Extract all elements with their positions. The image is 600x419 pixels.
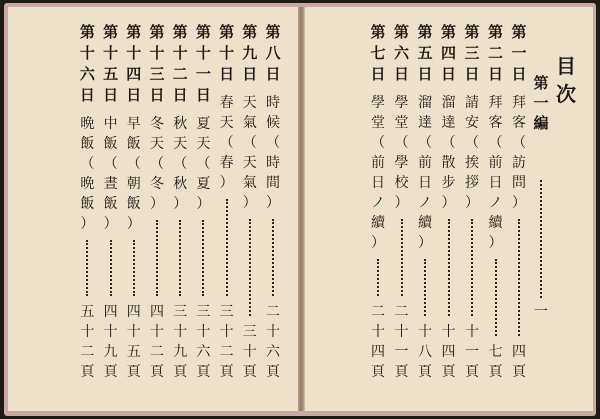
entry-page-number-char: 三 [242, 324, 257, 340]
dotted-leader [86, 240, 88, 296]
dotted-leader [179, 220, 181, 296]
entry-day-label [461, 22, 483, 85]
entry-title-char: ） [371, 235, 385, 251]
entry-title-char: （ [418, 135, 432, 151]
entry-title-char: ） [418, 235, 432, 251]
entry-title-char: （ [196, 156, 211, 172]
entry-page-number-char: 七 [488, 344, 503, 360]
entry-day-label-char: 九 [242, 44, 258, 62]
entry-day-label-char: 十 [126, 44, 142, 62]
entry-day-label-char: 日 [219, 65, 235, 83]
entry-day-label-char: 日 [195, 86, 211, 104]
entry-title [169, 114, 191, 214]
entry-day-label-char: 一 [195, 65, 211, 83]
entry-day-label-char: 第 [370, 23, 386, 41]
entry-page-number-char: 頁 [465, 364, 479, 380]
entry-page-number-char: 二 [266, 304, 280, 320]
toc-entry[interactable] [485, 22, 507, 382]
entry-title-char: （ [242, 135, 257, 151]
entry-title-char: ） [150, 196, 164, 212]
entry-title-char: （ [394, 135, 409, 151]
entry-title-char: 飯 [126, 196, 141, 212]
entry-title-char: ） [512, 195, 526, 211]
entry-day-label-char: 日 [126, 86, 142, 104]
toc-entry[interactable] [146, 22, 168, 382]
entry-title-char: 續 [371, 215, 385, 231]
entry-page-number-char: 頁 [242, 364, 257, 380]
entry-page-number-char: 十 [371, 324, 385, 340]
toc-title-char: 目 [556, 54, 576, 78]
dotted-leader [377, 259, 379, 296]
entry-title-char: 達 [441, 115, 456, 131]
entry-page-number [76, 302, 98, 382]
entry-title-char: （ [465, 135, 479, 151]
entry-title [508, 93, 530, 213]
entry-page-number [262, 302, 284, 382]
entry-title-char: ） [219, 175, 234, 191]
entry-day-label-char: 四 [440, 44, 456, 62]
entry-day-label-char: 第 [195, 23, 211, 41]
entry-page-number-char: 二 [394, 304, 409, 320]
entry-page-number-char: 九 [173, 344, 188, 360]
entry-title-char: 續 [488, 215, 503, 231]
entry-day-label [123, 22, 145, 106]
entry-title-char: 候 [266, 115, 280, 131]
entry-day-label-char: 第 [393, 23, 409, 41]
entry-title-char: 學 [394, 95, 409, 111]
entry-page-number-char: 十 [441, 324, 456, 340]
entry-title-char: 續 [418, 215, 432, 231]
entry-day-label-char: 日 [103, 86, 119, 104]
entry-page-number-char: 十 [266, 324, 280, 340]
entry-day-label-char: 第 [242, 23, 258, 41]
toc-entry[interactable] [216, 22, 238, 382]
entry-page-number-char: 四 [126, 304, 141, 320]
entry-page-number-char: 頁 [418, 364, 432, 380]
section-page-char: 一 [534, 304, 548, 320]
entry-title-char: （ [103, 156, 118, 172]
entry-title-char: 春 [219, 155, 234, 171]
entry-day-label-char: 十 [103, 44, 119, 62]
entry-day-label-char: 第 [487, 23, 503, 41]
entry-title-char: 天 [242, 155, 257, 171]
entry-title-char: 天 [242, 95, 257, 111]
entry-title [123, 114, 145, 234]
entry-day-label-char: 第 [219, 23, 235, 41]
entry-page-number [461, 322, 483, 382]
entry-page-number-char: 十 [465, 324, 479, 340]
entry-day-label-char: 日 [265, 65, 281, 83]
entry-title [367, 93, 389, 253]
section-dotted-leader [540, 180, 542, 298]
entry-day-label [391, 22, 413, 85]
entry-page-number-char: 頁 [126, 364, 141, 380]
entry-day-label-char: 日 [511, 65, 527, 83]
entry-title-char: 日 [418, 175, 432, 191]
dotted-leader [249, 219, 251, 316]
entry-title-char: 天 [196, 136, 211, 152]
entry-title-char: （ [219, 135, 234, 151]
entry-page-number-char: 頁 [80, 364, 95, 380]
entry-title-char: 拜 [488, 95, 503, 111]
entry-title-char: 客 [488, 115, 503, 131]
entry-page-number [239, 322, 261, 382]
entry-day-label [169, 22, 191, 106]
section-char: 第 [533, 74, 549, 92]
entry-day-label [262, 22, 284, 85]
entry-page-number-char: 十 [103, 324, 118, 340]
dotted-leader [495, 259, 497, 336]
entry-day-label-char: 五 [103, 65, 119, 83]
entry-page-number-char: 頁 [394, 364, 409, 380]
entry-day-label-char: 第 [126, 23, 142, 41]
entry-day-label-char: 第 [103, 23, 119, 41]
entry-page-number [367, 302, 389, 382]
dotted-leader [518, 219, 520, 336]
entry-title-char: 達 [418, 115, 432, 131]
entry-title-char: （ [266, 135, 280, 151]
entry-page-number-char: 頁 [150, 364, 164, 380]
entry-title-char: 時 [266, 95, 280, 111]
toc-entry[interactable] [262, 22, 284, 382]
entry-day-label [239, 22, 261, 85]
entry-day-label-char: 第 [172, 23, 188, 41]
entry-title [239, 93, 261, 213]
entry-title-char: 晝 [103, 176, 118, 192]
entry-page-number-char: 五 [126, 344, 141, 360]
entry-day-label-char: 十 [79, 44, 95, 62]
entry-day-label-char: 日 [149, 86, 165, 104]
entry-day-label [192, 22, 214, 106]
entry-page-number-char: 四 [103, 304, 118, 320]
entry-title-char: 請 [465, 95, 479, 111]
entry-title-char: （ [512, 135, 526, 151]
entry-day-label [485, 22, 507, 85]
entry-title-char: ） [266, 195, 280, 211]
entry-title-char: ） [80, 216, 95, 232]
entry-title-char: 堂 [371, 115, 385, 131]
entry-title-char: 早 [126, 116, 141, 132]
entry-day-label-char: 日 [464, 65, 480, 83]
entry-title [461, 93, 483, 213]
entry-day-label-char: 第 [149, 23, 165, 41]
entry-page-number-char: 二 [219, 344, 234, 360]
entry-day-label-char: 一 [511, 44, 527, 62]
entry-day-label-char: 六 [79, 65, 95, 83]
entry-title-char: 朝 [126, 176, 141, 192]
dotted-leader [110, 240, 112, 296]
entry-title-char: 挨 [465, 155, 479, 171]
entry-title-char: 學 [371, 95, 385, 111]
entry-title-char: 天 [173, 136, 188, 152]
entry-title-char: 溜 [418, 95, 432, 111]
entry-title-char: 冬 [150, 176, 164, 192]
dotted-leader [448, 219, 450, 316]
toc-entry[interactable] [391, 22, 413, 382]
entry-page-number-char: 十 [126, 324, 141, 340]
entry-title [216, 93, 238, 193]
entry-title-char: 拶 [465, 175, 479, 191]
entry-title-char: 時 [266, 155, 280, 171]
entry-page-number-char: 四 [371, 344, 385, 360]
entry-page-number-char: 十 [173, 324, 188, 340]
entry-title-char: 拜 [512, 95, 526, 111]
entry-title-char: （ [371, 135, 385, 151]
toc-entry[interactable] [438, 22, 460, 382]
toc-entry[interactable] [76, 22, 98, 382]
entry-title-char: 步 [441, 175, 456, 191]
entry-title-char: ノ [371, 195, 385, 211]
entry-title-char: ） [488, 235, 503, 251]
entry-title-char: （ [441, 135, 456, 151]
entry-title-char: ） [173, 196, 188, 212]
entry-day-label-char: 三 [149, 65, 165, 83]
entry-day-label-char: 二 [172, 65, 188, 83]
entry-title-char: ） [465, 195, 479, 211]
entry-title-char: 飯 [103, 196, 118, 212]
entry-day-label-char: 日 [440, 65, 456, 83]
dotted-leader [424, 259, 426, 316]
entry-page-number-char: 三 [196, 304, 211, 320]
entry-title-char: （ [150, 156, 164, 172]
entry-day-label-char: 日 [370, 65, 386, 83]
entry-title-char: 晩 [80, 116, 95, 132]
dotted-leader [471, 219, 473, 316]
entry-title-char: 校 [394, 175, 409, 191]
entry-page-number-char: 十 [196, 324, 211, 340]
entry-page-number-char: 九 [103, 344, 118, 360]
entry-title-char: ） [103, 216, 118, 232]
entry-page-number-char: 十 [219, 324, 234, 340]
toc-entry[interactable] [508, 22, 530, 382]
entry-day-label [146, 22, 168, 106]
entry-title-char: ノ [418, 195, 432, 211]
entry-day-label-char: 第 [511, 23, 527, 41]
entry-page-number-char: 頁 [371, 364, 385, 380]
entry-day-label-char: 五 [417, 44, 433, 62]
entry-page-number-char: 頁 [488, 364, 503, 380]
entry-title [391, 93, 413, 213]
entry-day-label-char: 日 [417, 65, 433, 83]
entry-title-char: （ [488, 135, 503, 151]
entry-day-label [438, 22, 460, 85]
entry-title-char: （ [80, 156, 95, 172]
entry-day-label [76, 22, 98, 106]
entry-title-char: 散 [441, 155, 456, 171]
entry-page-number-char: 十 [80, 324, 95, 340]
entry-day-label-char: 八 [265, 44, 281, 62]
entry-page-number-char: 六 [196, 344, 211, 360]
entry-day-label-char: 二 [487, 44, 503, 62]
toc-title [553, 52, 579, 108]
entry-page-number [485, 342, 507, 382]
dotted-leader [272, 219, 274, 296]
entry-page-number [192, 302, 214, 382]
entry-day-label-char: 三 [464, 44, 480, 62]
entry-title [438, 93, 460, 213]
entry-page-number-char: 六 [266, 344, 280, 360]
dotted-leader [133, 240, 135, 296]
entry-day-label-char: 第 [79, 23, 95, 41]
entry-page-number-char: 頁 [103, 364, 118, 380]
dotted-leader [226, 199, 228, 296]
entry-day-label [508, 22, 530, 85]
entry-title [262, 93, 284, 213]
entry-title-char: 客 [512, 115, 526, 131]
entry-title-char: ） [242, 195, 257, 211]
entry-title [192, 114, 214, 214]
entry-title-char: 中 [103, 116, 118, 132]
entry-title-char: 日 [371, 175, 385, 191]
entry-title-char: 前 [418, 155, 432, 171]
entry-page-number [146, 302, 168, 382]
entry-day-label [100, 22, 122, 106]
toc-entry[interactable] [461, 22, 483, 382]
entry-page-number-char: 四 [512, 344, 526, 360]
entry-day-label-char: 十 [195, 44, 211, 62]
entry-title [146, 114, 168, 214]
entry-page-number-char: 頁 [441, 364, 456, 380]
entry-page-number-char: 頁 [512, 364, 526, 380]
entry-page-number [391, 302, 413, 382]
entry-day-label-char: 十 [149, 44, 165, 62]
section-char: 一 [533, 94, 549, 112]
toc-entry[interactable] [367, 22, 389, 382]
entry-title-char: 訪 [512, 155, 526, 171]
entry-title-char: 前 [488, 155, 503, 171]
entry-page-number-char: 十 [242, 344, 257, 360]
entry-title-char: ） [394, 195, 409, 211]
entry-day-label-char: 十 [172, 44, 188, 62]
section-page-number [530, 302, 552, 322]
entry-title-char: 飯 [80, 196, 95, 212]
entry-title [100, 114, 122, 234]
entry-page-number-char: 三 [219, 304, 234, 320]
toc-entry[interactable] [192, 22, 214, 382]
entry-title-char: 間 [266, 175, 280, 191]
entry-day-label-char: 日 [79, 86, 95, 104]
entry-title-char: 夏 [196, 176, 211, 192]
entry-page-number-char: 四 [150, 304, 164, 320]
toc-entry[interactable] [123, 22, 145, 382]
entry-title-char: ） [126, 216, 141, 232]
entry-page-number-char: 十 [150, 324, 164, 340]
entry-day-label [367, 22, 389, 85]
entry-title-char: 飯 [103, 136, 118, 152]
entry-title-char: 堂 [394, 115, 409, 131]
entry-day-label [216, 22, 238, 85]
entry-title-char: 氣 [242, 115, 257, 131]
entry-day-label-char: 六 [393, 44, 409, 62]
entry-page-number [414, 322, 436, 382]
entry-title [76, 114, 98, 234]
entry-title-char: 學 [394, 155, 409, 171]
entry-title-char: 安 [465, 115, 479, 131]
entry-day-label [414, 22, 436, 85]
dotted-leader [156, 220, 158, 296]
entry-title-char: 飯 [126, 136, 141, 152]
entry-page-number-char: 八 [418, 344, 432, 360]
entry-page-number [123, 302, 145, 382]
entry-page-number-char: 頁 [219, 364, 234, 380]
entry-title-char: 日 [488, 175, 503, 191]
entry-page-number [438, 322, 460, 382]
entry-title-char: （ [173, 156, 188, 172]
entry-title-char: （ [126, 156, 141, 172]
entry-title-char: 前 [371, 155, 385, 171]
entry-day-label-char: 日 [242, 65, 258, 83]
entry-title-char: 天 [219, 115, 234, 131]
entry-title-char: 夏 [196, 116, 211, 132]
dotted-leader [202, 220, 204, 296]
entry-page-number-char: 十 [394, 324, 409, 340]
entry-day-label-char: 第 [265, 23, 281, 41]
entry-page-number-char: 二 [150, 344, 164, 360]
entry-title-char: 秋 [173, 116, 188, 132]
entry-day-label-char: 第 [440, 23, 456, 41]
entry-title-char: 天 [150, 136, 164, 152]
entry-page-number [100, 302, 122, 382]
entry-page-number-char: 一 [394, 344, 409, 360]
entry-day-label-char: 七 [370, 44, 386, 62]
entry-title-char: 冬 [150, 116, 164, 132]
entry-title-char: 春 [219, 95, 234, 111]
toc-entry[interactable] [169, 22, 191, 382]
toc-title-char: 次 [556, 82, 576, 106]
entry-page-number-char: 三 [173, 304, 188, 320]
entry-title-char: ノ [488, 195, 503, 211]
entry-page-number-char: 十 [418, 324, 432, 340]
entry-title-char: ） [441, 195, 456, 211]
entry-page-number [508, 342, 530, 382]
entry-day-label-char: 第 [417, 23, 433, 41]
entry-day-label-char: 日 [393, 65, 409, 83]
toc-entry[interactable] [100, 22, 122, 382]
entry-title [485, 93, 507, 253]
entry-day-label-char: 十 [219, 44, 235, 62]
entry-page-number [216, 302, 238, 382]
entry-page-number-char: 五 [80, 304, 95, 320]
dotted-leader [401, 219, 403, 296]
section-char: 編 [533, 114, 549, 132]
entry-page-number-char: 四 [441, 344, 456, 360]
entry-title-char: ） [196, 196, 211, 212]
entry-title-char: 氣 [242, 175, 257, 191]
section-heading [530, 73, 552, 133]
entry-page-number-char: 二 [80, 344, 95, 360]
entry-page-number-char: 頁 [196, 364, 211, 380]
entry-page-number-char: 一 [465, 344, 479, 360]
entry-day-label-char: 日 [487, 65, 503, 83]
entry-title-char: 飯 [80, 136, 95, 152]
entry-day-label-char: 第 [464, 23, 480, 41]
entry-page-number-char: 頁 [266, 364, 280, 380]
entry-page-number-char: 二 [371, 304, 385, 320]
entry-title-char: 晩 [80, 176, 95, 192]
entry-title [414, 93, 436, 253]
entry-title-char: 秋 [173, 176, 188, 192]
entry-page-number [169, 302, 191, 382]
entry-title-char: 問 [512, 175, 526, 191]
toc-entry[interactable] [239, 22, 261, 382]
entry-day-label-char: 四 [126, 65, 142, 83]
entry-title-char: 溜 [441, 95, 456, 111]
toc-entry[interactable] [414, 22, 436, 382]
entry-day-label-char: 日 [172, 86, 188, 104]
entry-page-number-char: 頁 [173, 364, 188, 380]
